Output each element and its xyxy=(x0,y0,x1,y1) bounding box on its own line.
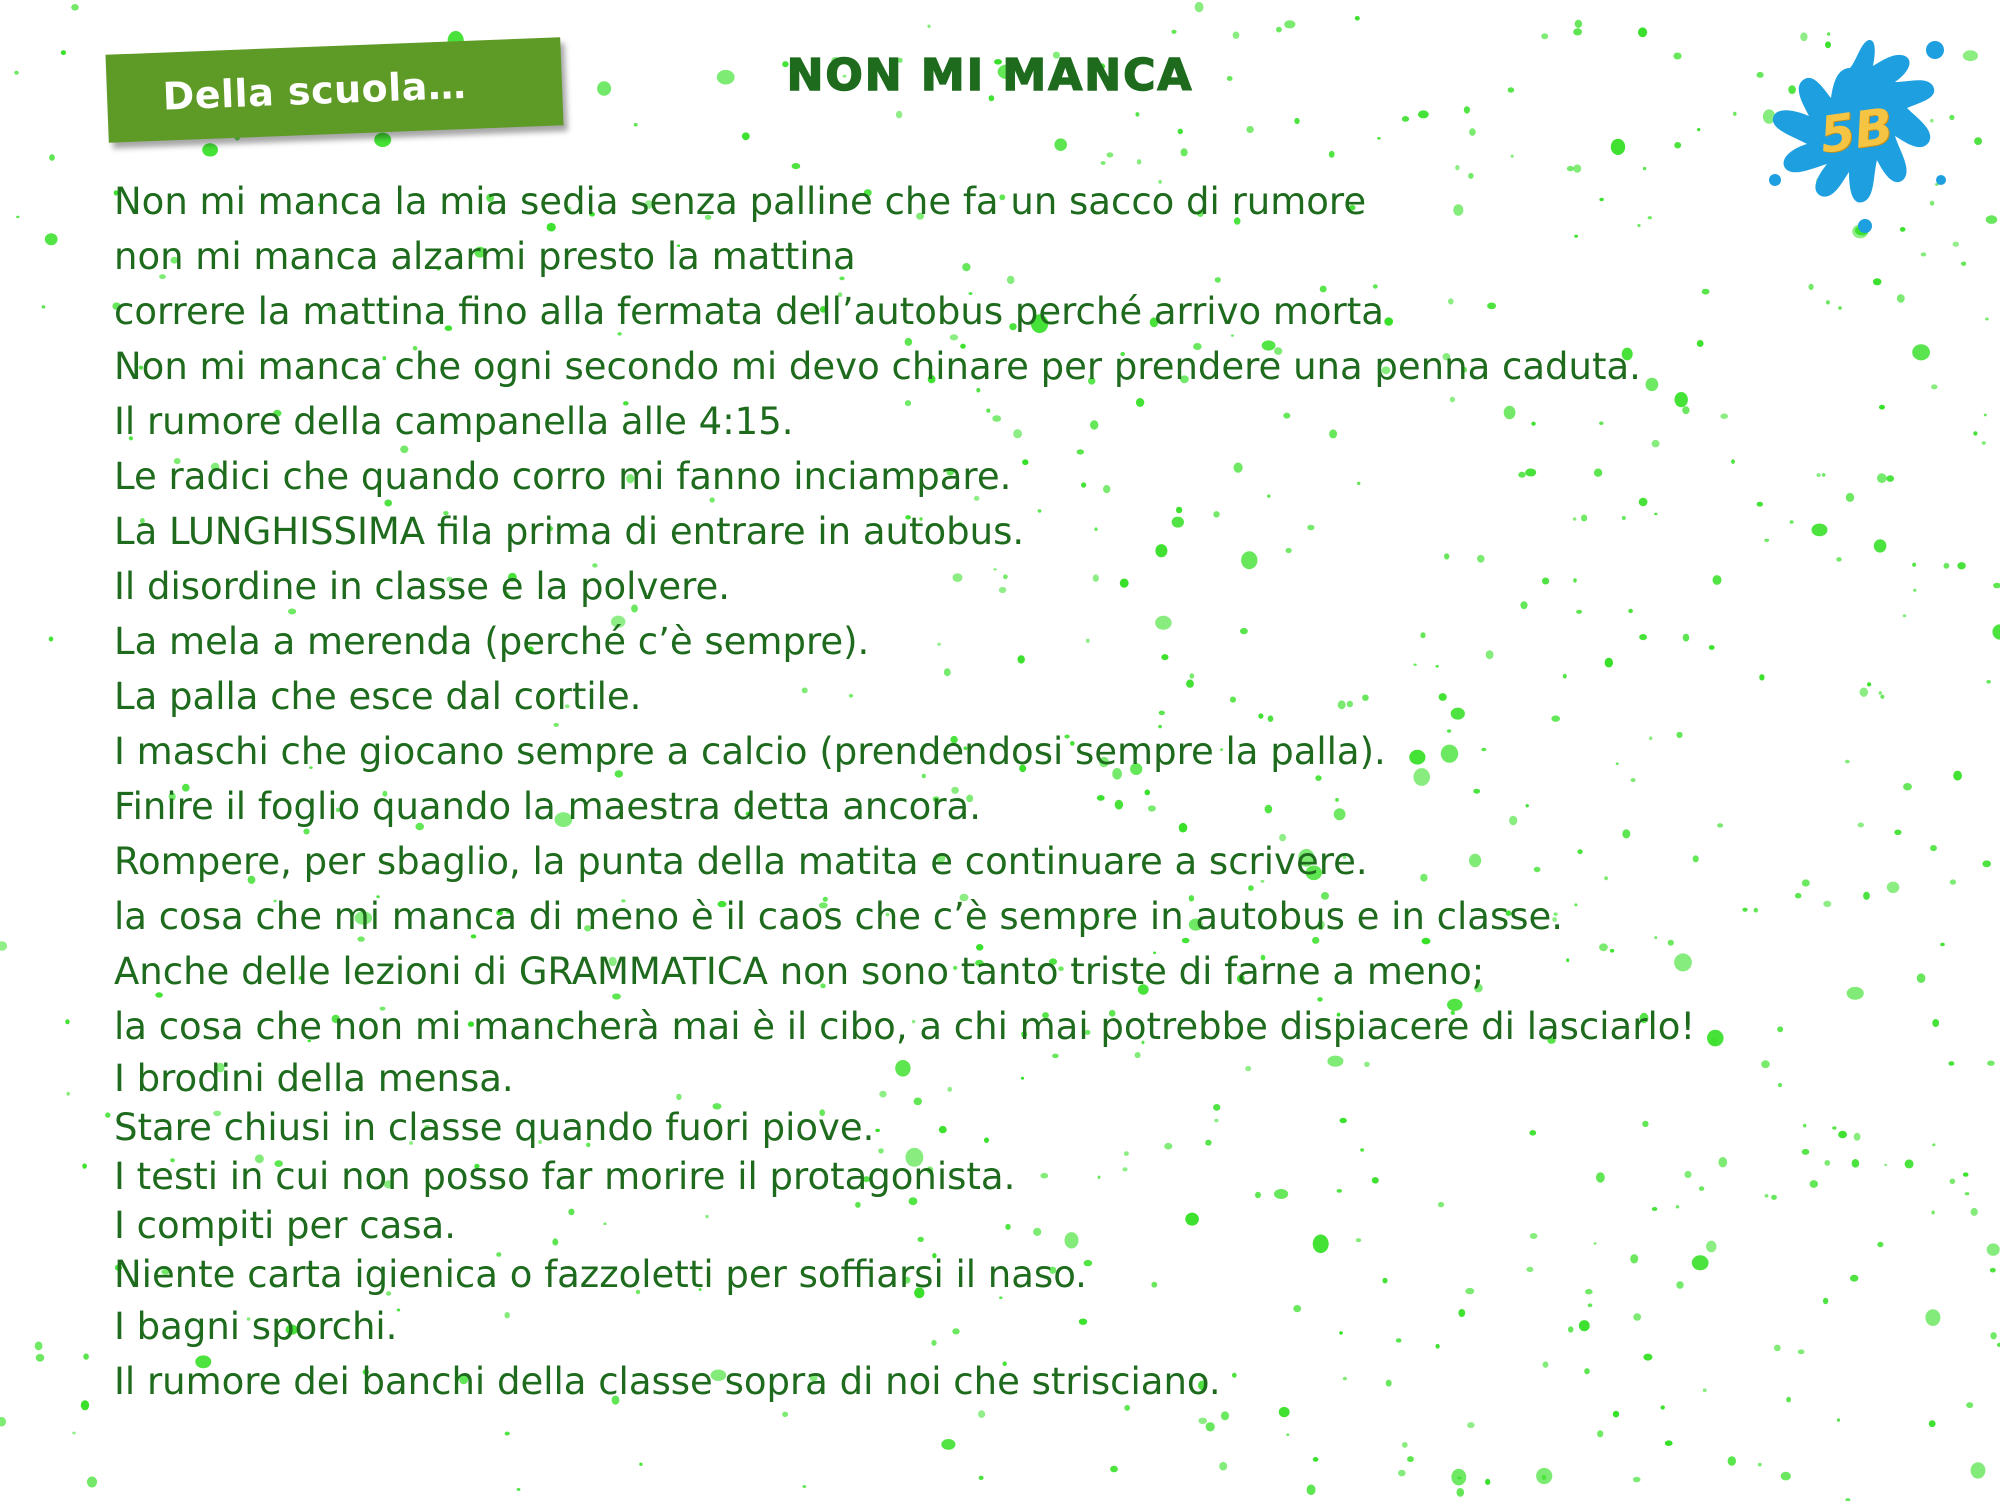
paint-dot xyxy=(1931,1211,1934,1215)
paint-dot xyxy=(1458,1477,1462,1480)
paint-dot xyxy=(1932,1019,1939,1027)
paint-dot xyxy=(61,50,66,55)
paint-dot xyxy=(802,1485,806,1488)
paint-dot xyxy=(1613,1411,1619,1418)
poem-line: I compiti per casa. xyxy=(114,1204,456,1247)
paint-dot xyxy=(1973,431,1977,435)
poem-line: La LUNGHISSIMA fila prima di entrare in autobus. xyxy=(114,510,1025,553)
paint-dot xyxy=(45,233,58,245)
paint-dot xyxy=(0,1417,6,1427)
poem-line: I brodini della mensa. xyxy=(114,1057,514,1100)
paint-dot xyxy=(1974,137,1982,145)
paint-dot xyxy=(1567,166,1574,171)
paint-dot xyxy=(1913,589,1916,592)
paint-dot xyxy=(1897,294,1905,303)
paint-dot xyxy=(1986,215,1997,224)
paint-dot xyxy=(1838,1131,1847,1139)
paint-dot xyxy=(83,1353,89,1359)
paint-dot xyxy=(36,1354,44,1362)
paint-dot xyxy=(1986,680,1991,684)
paint-dot xyxy=(1665,1440,1673,1446)
paint-dot xyxy=(1887,882,1900,893)
paint-dot xyxy=(1879,405,1885,410)
paint-dot xyxy=(1135,112,1139,117)
paint-dot xyxy=(1195,2,1204,12)
paint-dot xyxy=(1982,441,1986,445)
paint-dot xyxy=(82,1163,87,1168)
poem-line: I maschi che giocano sempre a calcio (prendendosi sempre la palla). xyxy=(114,730,1386,773)
paint-dot xyxy=(1198,1418,1207,1424)
poem-line: non mi manca alzarmi presto la mattina xyxy=(114,235,856,278)
paint-dot xyxy=(1329,151,1335,158)
paint-dot xyxy=(1858,823,1864,828)
paint-dot xyxy=(374,133,391,147)
paint-dot xyxy=(1966,1402,1973,1408)
paint-dot xyxy=(1674,142,1681,148)
paint-dot xyxy=(1457,1488,1465,1497)
paint-dot xyxy=(979,1476,984,1480)
paint-dot xyxy=(1181,148,1188,156)
paint-dot xyxy=(1294,118,1299,124)
paint-dot xyxy=(1953,242,1960,247)
poem-line: correre la mattina fino alla fermata dell’autobus perché arrivo morta xyxy=(114,290,1384,333)
paint-dot xyxy=(1894,830,1901,836)
paint-dot xyxy=(896,111,902,118)
section-tag-label: Della scuola… xyxy=(161,62,468,119)
paint-dot xyxy=(1992,624,2000,639)
paint-dot xyxy=(597,81,611,96)
paint-dot xyxy=(1950,1179,1956,1185)
paint-dot xyxy=(1845,760,1850,764)
paint-dot xyxy=(1846,493,1854,502)
paint-dot xyxy=(1673,53,1681,60)
paint-dot xyxy=(1932,1143,1935,1146)
paint-dot xyxy=(1950,879,1956,884)
paint-dot xyxy=(67,1092,70,1096)
poem-line: Le radici che quando corro mi fanno inciampare. xyxy=(114,455,1012,498)
paint-dot xyxy=(1930,845,1937,851)
paint-dot xyxy=(202,143,218,156)
paint-dot xyxy=(1879,691,1882,695)
paint-dot xyxy=(1597,1430,1603,1437)
poem-line: Non mi manca che ogni secondo mi devo chinare per prendere una penna caduta. xyxy=(114,345,1641,388)
paint-dot xyxy=(1854,1133,1861,1141)
paint-dot xyxy=(1171,30,1176,34)
paint-dot xyxy=(1233,32,1240,39)
poem-line: Anche delle lezioni di GRAMMATICA non sono tanto triste di farne a meno; xyxy=(114,950,1485,993)
paint-dot xyxy=(1867,682,1871,686)
paint-dot xyxy=(1905,1159,1914,1168)
paint-dot xyxy=(1467,1422,1474,1428)
paint-dot xyxy=(1985,318,1989,321)
paint-dot xyxy=(1965,1192,1970,1195)
paint-dot xyxy=(1993,583,2000,589)
paint-dot xyxy=(1573,28,1582,35)
paint-dot xyxy=(1963,1172,1969,1176)
paint-dot xyxy=(1874,539,1887,552)
poem-line: Non mi manca la mia sedia senza palline che fa un sacco di rumore xyxy=(114,180,1367,223)
paint-dot xyxy=(1990,1332,1996,1339)
paint-dot xyxy=(742,132,750,140)
paint-dot xyxy=(634,123,638,127)
paint-dot xyxy=(1948,1061,1954,1066)
paint-dot xyxy=(1912,563,1916,567)
paint-dot xyxy=(1398,1470,1406,1477)
paint-dot xyxy=(1929,1420,1936,1427)
paint-dot xyxy=(1728,1456,1736,1466)
paint-dot xyxy=(1733,112,1737,116)
paint-dot xyxy=(16,216,19,219)
poem-body xyxy=(114,174,1834,1409)
paint-dot xyxy=(1971,1208,1978,1216)
paint-dot xyxy=(1987,1243,2000,1255)
paint-dot xyxy=(1837,1418,1840,1421)
paint-dot xyxy=(1984,414,1987,417)
paint-dot xyxy=(1221,1411,1229,1420)
paint-dot xyxy=(639,1463,642,1466)
section-tag xyxy=(105,37,563,142)
paint-dot xyxy=(1178,129,1183,135)
paint-dot xyxy=(1850,1275,1858,1282)
paint-dot xyxy=(1511,155,1514,158)
paint-dot xyxy=(1137,159,1142,164)
poem-line: I bagni sporchi. xyxy=(114,1305,398,1348)
paint-dot xyxy=(1982,860,1991,867)
paint-dot xyxy=(1847,987,1864,1000)
paint-dot xyxy=(1633,1477,1641,1483)
paint-dot xyxy=(1541,33,1548,39)
poem-line: Stare chiusi in classe quando fuori piove. xyxy=(114,1106,875,1149)
paint-dot xyxy=(1944,563,1950,569)
paint-dot xyxy=(87,1477,97,1488)
paint-dot xyxy=(1957,562,1965,569)
paint-dot xyxy=(927,25,930,29)
poem-line: Niente carta igienica o fazzoletti per soffiarsi il naso. xyxy=(114,1253,1087,1296)
poem-line: La palla che esce dal cortile. xyxy=(114,675,642,718)
paint-dot xyxy=(1873,278,1882,285)
paint-dot xyxy=(1227,76,1233,81)
paint-dot xyxy=(1921,252,1927,256)
paint-dot xyxy=(1246,126,1253,133)
paint-dot xyxy=(1903,614,1907,617)
paint-dot xyxy=(1838,306,1842,310)
paint-dot xyxy=(1455,165,1459,170)
paint-dot xyxy=(1107,152,1114,157)
paint-dot xyxy=(1961,262,1966,266)
paint-dot xyxy=(1852,1159,1860,1168)
paint-dot xyxy=(1860,688,1868,697)
paint-dot xyxy=(792,163,801,169)
paint-dot xyxy=(1940,943,1945,946)
paint-dot xyxy=(1638,27,1647,37)
poem-line: Finire il foglio quando la maestra detta ancora. xyxy=(114,785,981,828)
paint-dot xyxy=(1903,783,1912,790)
paint-dot xyxy=(1418,110,1429,118)
paint-dot xyxy=(1886,475,1894,482)
paint-dot xyxy=(14,71,19,75)
paint-dot xyxy=(1219,1462,1227,1471)
paint-dot xyxy=(1276,27,1282,33)
paint-dot xyxy=(1963,50,1978,61)
paint-dot xyxy=(1917,973,1926,983)
paint-dot xyxy=(1781,1472,1791,1481)
paint-dot xyxy=(1987,1061,1995,1066)
paint-dot xyxy=(1877,1242,1883,1247)
paint-dot xyxy=(1925,1309,1940,1326)
paint-dot xyxy=(1402,116,1409,122)
paint-dot xyxy=(1313,1457,1319,1462)
poem-line: Il disordine in classe e la polvere. xyxy=(114,565,731,608)
paint-dot xyxy=(1286,1434,1289,1436)
paint-dot xyxy=(1206,1422,1215,1431)
paint-dot xyxy=(1485,1479,1490,1485)
paint-dot xyxy=(1953,771,1962,781)
poem-line: Il rumore dei banchi della classe sopra di noi che strisciano. xyxy=(114,1360,1221,1403)
paint-dot xyxy=(49,637,54,642)
paint-dot xyxy=(1877,473,1887,483)
paint-dot xyxy=(0,941,7,950)
paint-dot xyxy=(105,1112,110,1117)
paint-dot xyxy=(717,70,735,85)
paint-dot xyxy=(1884,1164,1887,1166)
paint-dot xyxy=(941,1439,955,1450)
paint-dot xyxy=(782,1412,788,1417)
paint-dot xyxy=(35,1342,43,1351)
paint-dot xyxy=(1758,1463,1762,1467)
paint-dot xyxy=(1377,137,1381,140)
paint-dot xyxy=(81,1400,89,1410)
poem-line: Rompere, per sbaglio, la punta della matita e continuare a scrivere. xyxy=(114,840,1368,883)
poem-line: I testi in cui non posso far morire il protagonista. xyxy=(114,1155,1016,1198)
paint-dot xyxy=(1611,139,1625,155)
paint-dot xyxy=(1054,138,1067,151)
paint-dot xyxy=(1536,1468,1552,1484)
paint-dot xyxy=(517,1488,521,1491)
paint-dot xyxy=(1307,1485,1316,1496)
paint-dot xyxy=(72,1432,76,1435)
poem-line: La mela a merenda (perché c’è sempre). xyxy=(114,620,870,663)
paint-dot xyxy=(71,4,79,11)
paint-dot xyxy=(1101,161,1106,165)
paint-dot xyxy=(49,154,55,161)
paint-dot xyxy=(1464,106,1470,113)
paint-dot xyxy=(1931,384,1937,389)
paint-dot xyxy=(1643,167,1646,170)
paint-dot xyxy=(1912,344,1930,360)
paint-dot xyxy=(1402,1442,1408,1448)
paint-dot xyxy=(65,1019,69,1024)
paint-dot xyxy=(1284,20,1295,28)
paint-dot xyxy=(1407,1456,1414,1462)
paint-dot xyxy=(1355,16,1360,21)
paint-dot xyxy=(42,305,46,308)
paint-dot xyxy=(1508,87,1515,92)
paint-dot xyxy=(505,1432,510,1436)
paint-dot xyxy=(1836,557,1841,562)
poem-line: la cosa che non mi mancherà mai è il cibo, a chi mai potrebbe dispiacere di lasciarlo! xyxy=(114,1005,1696,1048)
page-title: NON MI MANCA xyxy=(786,50,1194,101)
paint-dot xyxy=(1110,1466,1118,1473)
poem-line: Il rumore della campanella alle 4:15. xyxy=(114,400,794,443)
paint-dot xyxy=(1990,1268,1996,1273)
class-badge-label: 5B xyxy=(1816,97,1897,165)
paint-dot xyxy=(1469,128,1476,136)
paint-dot xyxy=(1697,128,1700,131)
paint-dot xyxy=(1880,695,1884,699)
paint-dot xyxy=(1573,164,1581,172)
paint-dot xyxy=(1575,20,1582,28)
poem-line: la cosa che mi manca di meno è il caos che c’è sempre in autobus e in classe. xyxy=(114,895,1564,938)
paint-dot xyxy=(1971,1462,1986,1478)
paint-dot xyxy=(1863,892,1870,900)
paint-dot xyxy=(978,1410,985,1418)
